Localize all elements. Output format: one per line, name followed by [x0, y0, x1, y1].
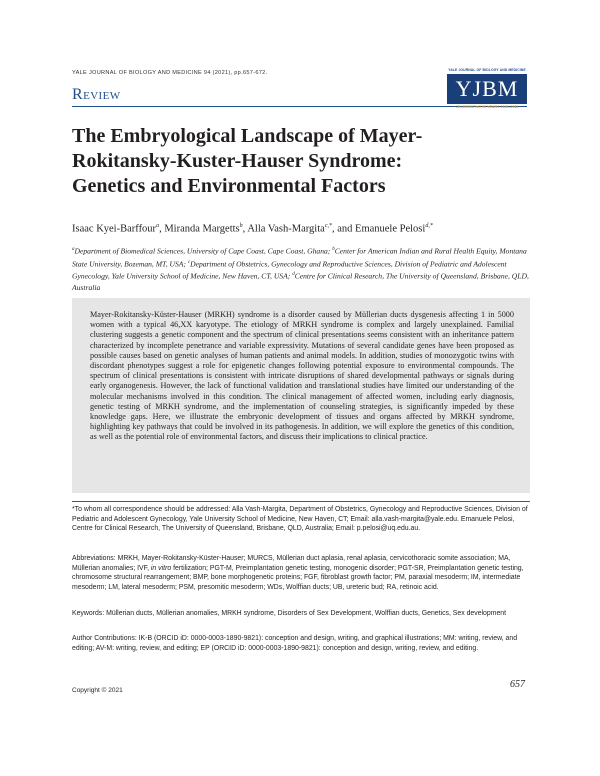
abbreviations-text-rest: fertilization; PGT-M, Preimplantation genetic testing, monogenic disorder; PGT-SR, Preimplantation genetic testing, chromosome structural rearrangement; BMP, bone morphogenetic proteins; FGF, fibroblast growth factor; PM, paraxial mesoderm; IM, intermediate mesoderm; LM, lateral mesoderm; PSM, presomitic mesoderm; WDs, Wolffian ducts; UB, ureteric bud; RA, retinoic acid.: [72, 564, 524, 591]
author-name: Alla Vash-Margita: [247, 223, 325, 235]
abstract-text: Mayer-Rokitansky-Küster-Hauser (MRKH) syndrome is a disorder caused by Müllerian ducts dysgenesis affecting 1 in 5000 women with a typical 46,XX karyotype. The etiology of MRKH syndrome is complex and largely unexplained. Familial clustering suggests a genetic component and the spectrum of clinical presentations seems consistent with an inheritance pattern characterized by incomplete penetrance and variable expressivity. Mutations of several candidate genes have been proposed as possible causes based on genetic analyses of human patients and animal models. In addition, studies of monozygotic twins with discordant phenotypes suggest a role for epigenetic changes following potential exposure to environmental compounds. The spectrum of clinical presentations is consistent with intricate disruptions of shared developmental pathways or signals during early organogenesis. However, the lack of functional validation and translational studies have limited our understanding of the molecular mechanisms involved in this condition. The clinical management of affected women, including early diagnosis, genetic testing of MRKH syndrome, and the implementation of counseling strategies, is significantly impeded by these knowledge gaps. Here, we illustrate the embryonic development of tissues and organs affected by MRKH syndrome, highlighting key pathways that could be involved in its pathogenesis. In addition, we will explore the genetics of this condition, as well as the potential role of environmental factors, and discuss their implications to clinical practice.: [90, 310, 514, 442]
author-separator: , and: [331, 223, 356, 235]
title-line-3: Genetics and Environmental Factors: [72, 175, 386, 197]
author-separator: ,: [159, 223, 165, 235]
logo-top-text: YALE JOURNAL OF BIOLOGY AND MEDICINE: [448, 68, 526, 72]
title-line-1: The Embryological Landscape of Mayer-: [72, 125, 423, 147]
logo-acronym: YJBM: [447, 74, 527, 104]
author-name: Isaac Kyei-Barffour: [72, 223, 157, 235]
abstract-box: [72, 298, 530, 493]
footnote-divider: [72, 501, 530, 502]
copyright: Copyright © 2021: [72, 687, 123, 694]
affil-label: a: [72, 247, 75, 252]
author-affil-mark: c,*: [324, 223, 332, 229]
affil-label: b: [332, 247, 335, 252]
author-contributions: Author Contributions: IK-B (ORCID iD: 0000-0003-1890-9821): conception and design, writing, and graphical illustrations; MM: writing, review, and editing; AV-M: writing, review, and editing; EP (ORCID iD: 0000-0003-1890-9821): conception and design, writing, review, and editing.: [72, 635, 518, 652]
abbreviations-text: Abbreviations: MRKH, Mayer-Rokitansky-Küster-Hauser; MURCS, Müllerian duct aplasia, renal aplasia, cervicothoracic somite association; MA, Müllerian anomalies; IVF,: [72, 555, 511, 572]
logo-tagline: CELEBRATING 90 YEARS 1928–2018: [455, 105, 519, 109]
author-name: Miranda Margetts: [164, 223, 240, 235]
affiliation-b: Center for American Indian and Rural Health Equity, Montana State University, Bozeman, MT, USA;: [72, 246, 527, 269]
article-title: [72, 124, 542, 199]
page-number: 657: [510, 679, 525, 690]
section-label: Review: [72, 86, 121, 103]
author-list: [72, 223, 433, 235]
author-separator: ,: [242, 223, 248, 235]
affiliations: [72, 244, 530, 293]
correspondence-note: *To whom all correspondence should be addressed: Alla Vash-Margita, Department of Obstetrics, Gynecology and Reproductive Sciences, Division of Pediatric and Adolescent Gynecology, Yale University School of Medicine, New Haven, CT; Email: alla.vash-margita@yale.edu. Emanuele Pelosi, Centre for Clinical Research, The University of Queensland, Brisbane, QLD, Australia; Email: p.pelosi@uq.edu.au.: [72, 506, 528, 533]
journal-logo: [447, 68, 527, 114]
author-affil-mark: b: [239, 223, 243, 229]
keywords: Keywords: Müllerian ducts, Müllerian anomalies, MRKH syndrome, Disorders of Sex Development, Wolffian ducts, Genetics, Sex development: [72, 610, 507, 617]
affil-label: c: [187, 259, 191, 265]
affil-label: d: [292, 272, 295, 278]
author-affil-mark: a: [156, 223, 160, 229]
author-name: Emanuele Pelosi: [355, 223, 426, 235]
affiliation-d: Centre for Clinical Research, The University of Queensland, Brisbane, QLD, Australia: [72, 271, 529, 292]
abbreviations-italic: in vitro: [150, 564, 172, 572]
title-line-2: Rokitansky-Kuster-Hauser Syndrome:: [72, 150, 403, 172]
affiliation-c: Department of Obstetrics, Gynecology and Reproductive Sciences, Division of Pediatric and Adolescent Gynecology, Yale University School of Medicine, New Haven, CT, USA;: [72, 259, 507, 281]
author-affil-mark: d,*: [425, 223, 433, 229]
affiliation-a: Department of Biomedical Sciences, University of Cape Coast, Cape Coast, Ghana;: [74, 246, 333, 256]
abbreviations: [72, 554, 530, 592]
journal-citation: YALE JOURNAL OF BIOLOGY AND MEDICINE 94 (2021), pp.657-672.: [72, 70, 268, 76]
